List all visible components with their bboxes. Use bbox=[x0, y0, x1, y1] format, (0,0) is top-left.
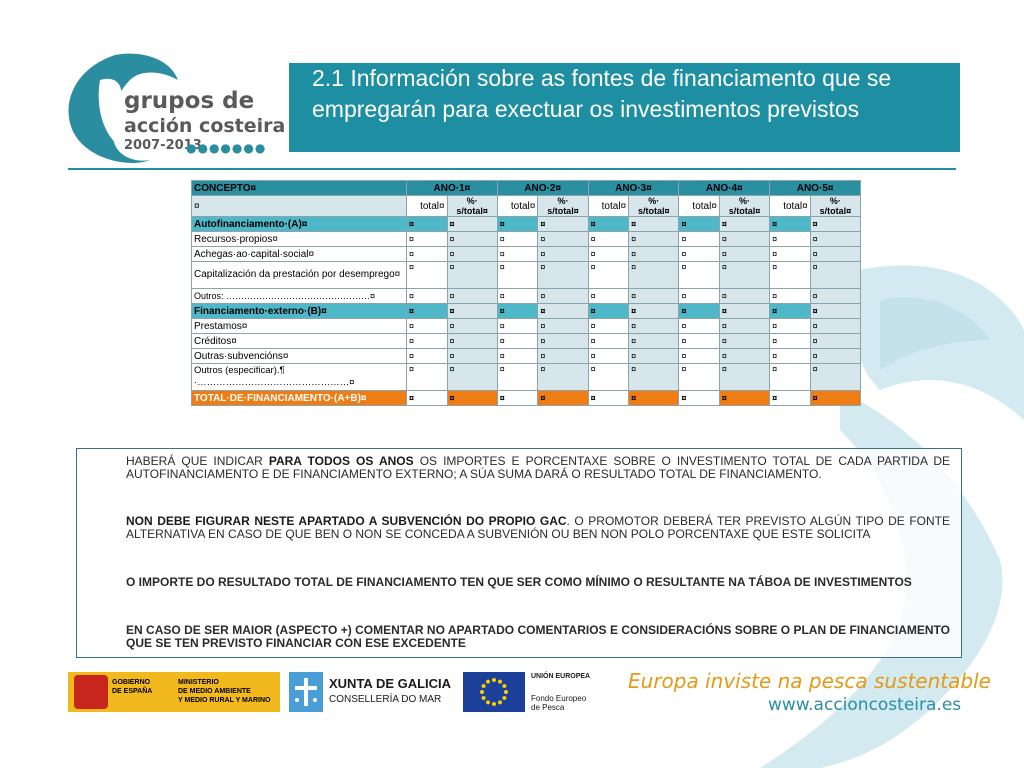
cell: ¤ bbox=[810, 289, 860, 304]
total-col-label: total¤ bbox=[770, 196, 811, 217]
total-row bbox=[192, 391, 861, 406]
cell: ¤ bbox=[679, 247, 720, 262]
total-col-label: total¤ bbox=[588, 196, 629, 217]
cell: ¤ bbox=[407, 262, 448, 289]
cell: ¤ bbox=[719, 304, 769, 319]
row-label: Outros (especificar).¶ ·…………………………………………¤ bbox=[192, 364, 407, 391]
xunta-label: XUNTA DE GALICIA bbox=[329, 676, 452, 691]
slogan: Europa inviste na pesca sustentable bbox=[628, 669, 991, 693]
cell: ¤ bbox=[447, 349, 497, 364]
title-band bbox=[289, 63, 960, 152]
year-4-header: ANO·4¤ bbox=[679, 181, 770, 196]
cell: ¤ bbox=[679, 319, 720, 334]
cell: ¤ bbox=[538, 304, 588, 319]
cell: ¤ bbox=[538, 217, 588, 232]
section-a-label: Autofinanciamento·(A)¤ bbox=[192, 217, 407, 232]
xunta-cross-icon bbox=[289, 672, 323, 712]
total-col-label: total¤ bbox=[497, 196, 538, 217]
pct-col-label bbox=[810, 196, 860, 217]
note-1-rest: OS IMPORTES E PORCENTAXE SOBRE O INVESTIMENTO TOTAL DE CADA PARTIDA DE AUTOFINANCIAMENTO E DE FINANCIAMENTO EXTERNO; A SÚA SUMA DARÁ O RESULTADO TOTAL DE FINANCIAMENTO. bbox=[126, 454, 951, 481]
cell: ¤ bbox=[679, 391, 720, 406]
note-1-lead: HABERÁ QUE INDICAR bbox=[126, 454, 263, 468]
cell: ¤ bbox=[679, 217, 720, 232]
cell: ¤ bbox=[497, 217, 538, 232]
row-label: Créditos¤ bbox=[192, 334, 407, 349]
cell: ¤ bbox=[407, 217, 448, 232]
cell: ¤ bbox=[447, 217, 497, 232]
pct-label-line1: %· bbox=[648, 196, 660, 206]
cell: ¤ bbox=[407, 391, 448, 406]
cell: ¤ bbox=[770, 364, 811, 391]
cell: ¤ bbox=[588, 319, 629, 334]
cell: ¤ bbox=[588, 232, 629, 247]
cell: ¤ bbox=[588, 289, 629, 304]
cell: ¤ bbox=[770, 289, 811, 304]
cell: ¤ bbox=[588, 304, 629, 319]
conselleria-label: CONSELLERÍA DO MAR bbox=[329, 694, 442, 705]
row-label: Capitalización da prestación por desemprego¤ bbox=[192, 262, 407, 289]
cell: ¤ bbox=[810, 391, 860, 406]
cell: ¤ bbox=[588, 349, 629, 364]
total-row-label: TOTAL·DE·FINANCIAMENTO·(A+B)¤ bbox=[192, 391, 407, 406]
eu-stars-icon bbox=[463, 672, 525, 712]
cell: ¤ bbox=[538, 391, 588, 406]
year-5-header: ANO·5¤ bbox=[770, 181, 861, 196]
logo-line-3: 2007-2013 bbox=[124, 138, 202, 153]
pct-col-label bbox=[629, 196, 679, 217]
cell: ¤ bbox=[407, 247, 448, 262]
total-col-label: total¤ bbox=[407, 196, 448, 217]
pct-label-line1: %· bbox=[739, 196, 750, 206]
cell: ¤ bbox=[447, 232, 497, 247]
cell: ¤ bbox=[810, 217, 860, 232]
cell: ¤ bbox=[447, 334, 497, 349]
cell: ¤ bbox=[770, 232, 811, 247]
cell: ¤ bbox=[538, 262, 588, 289]
table-row bbox=[192, 247, 861, 262]
cell: ¤ bbox=[447, 364, 497, 391]
row-label: Recursos·propios¤ bbox=[192, 232, 407, 247]
eu-logo bbox=[463, 672, 603, 712]
note-1-bold: PARA TODOS OS ANOS bbox=[268, 454, 414, 468]
cell: ¤ bbox=[538, 334, 588, 349]
cell: ¤ bbox=[629, 349, 679, 364]
cell: ¤ bbox=[497, 304, 538, 319]
pct-col-label bbox=[447, 196, 497, 217]
cell: ¤ bbox=[679, 364, 720, 391]
cell: ¤ bbox=[497, 232, 538, 247]
logo-line-1: grupos de bbox=[124, 88, 255, 114]
cell: ¤ bbox=[588, 217, 629, 232]
pct-label-line1: %· bbox=[829, 196, 841, 206]
table-row bbox=[192, 289, 861, 304]
cell: ¤ bbox=[497, 349, 538, 364]
cell: ¤ bbox=[629, 364, 679, 391]
note-2-rest: . O PROMOTOR DEBERÁ TER PREVISTO ALGÚN TIPO DE FONTE ALTERNATIVA EN CASO DE QUE BEN O NON SE CONCEDA A SUBVENIÓN OU BEN NON POLO PORCENTAXE QUE ESTE SOLICITA bbox=[126, 514, 950, 541]
eu-label: UNIÓN EUROPEA bbox=[531, 673, 591, 680]
row-label: Achegas·ao·capital·social¤ bbox=[192, 247, 407, 262]
cell: ¤ bbox=[629, 334, 679, 349]
cell: ¤ bbox=[497, 364, 538, 391]
cell: ¤ bbox=[629, 391, 679, 406]
cell: ¤ bbox=[407, 232, 448, 247]
cell: ¤ bbox=[679, 262, 720, 289]
pct-label-line2: s/total¤ bbox=[456, 206, 488, 216]
cell: ¤ bbox=[407, 334, 448, 349]
table-subheader-row bbox=[192, 196, 861, 217]
cell: ¤ bbox=[679, 304, 720, 319]
cell: ¤ bbox=[810, 334, 860, 349]
row-label: Outras·subvencións¤ bbox=[192, 349, 407, 364]
cell: ¤ bbox=[588, 262, 629, 289]
cell: ¤ bbox=[538, 247, 588, 262]
notes-box bbox=[76, 448, 962, 658]
cell: ¤ bbox=[719, 217, 769, 232]
cell: ¤ bbox=[497, 262, 538, 289]
cell: ¤ bbox=[447, 289, 497, 304]
cell: ¤ bbox=[719, 319, 769, 334]
xunta-logo bbox=[289, 672, 452, 712]
cell: ¤ bbox=[770, 319, 811, 334]
cell: ¤ bbox=[770, 304, 811, 319]
section-b-row bbox=[192, 304, 861, 319]
pct-label-line2: s/total¤ bbox=[637, 206, 670, 216]
logo-dots: ●●●●●●● bbox=[186, 141, 267, 155]
cell: ¤ bbox=[629, 217, 679, 232]
year-2-header: ANO·2¤ bbox=[497, 181, 588, 196]
cell: ¤ bbox=[810, 304, 860, 319]
cell: ¤ bbox=[629, 319, 679, 334]
financing-table bbox=[191, 180, 861, 406]
pct-label-line1: %· bbox=[466, 196, 478, 206]
table-row bbox=[192, 232, 861, 247]
note-2 bbox=[126, 515, 950, 541]
website-link[interactable]: www.accioncosteira.es bbox=[768, 695, 962, 715]
cell: ¤ bbox=[770, 262, 811, 289]
pct-label-line1: %· bbox=[557, 196, 569, 206]
cell: ¤ bbox=[447, 247, 497, 262]
year-3-header: ANO·3¤ bbox=[588, 181, 679, 196]
cell: ¤ bbox=[810, 262, 860, 289]
gobierno-label: GOBIERNO DE ESPAÑA bbox=[112, 679, 153, 695]
row-label: Prestamos¤ bbox=[192, 319, 407, 334]
cell: ¤ bbox=[719, 391, 769, 406]
cell: ¤ bbox=[770, 334, 811, 349]
pct-col-label bbox=[719, 196, 769, 217]
cell: ¤ bbox=[719, 349, 769, 364]
cell: ¤ bbox=[679, 232, 720, 247]
xunta-emblem-icon bbox=[289, 672, 323, 712]
cell: ¤ bbox=[497, 247, 538, 262]
cell: ¤ bbox=[629, 289, 679, 304]
cell: ¤ bbox=[407, 304, 448, 319]
table-row bbox=[192, 334, 861, 349]
cell: ¤ bbox=[679, 289, 720, 304]
table-row bbox=[192, 262, 861, 289]
cell: ¤ bbox=[497, 319, 538, 334]
cell: ¤ bbox=[407, 289, 448, 304]
cell: ¤ bbox=[719, 262, 769, 289]
table-header-row bbox=[192, 181, 861, 196]
note-3: O IMPORTE DO RESULTADO TOTAL DE FINANCIAMENTO TEN QUE SER COMO MÍNIMO O RESULTANTE NA TÁBOA DE INVESTIMENTOS bbox=[126, 575, 912, 589]
subheader-mark: ¤ bbox=[192, 196, 407, 217]
cell: ¤ bbox=[629, 232, 679, 247]
note-4: EN CASO DE SER MAIOR (ASPECTO +) COMENTAR NO APARTADO COMENTARIOS E CONSIDERACIÓNS SOBRE O PLAN DE FINANCIAMENTO QUE SE TEN PREVISTO FINANCIAR CON ESE EXCEDENTE bbox=[126, 623, 950, 650]
cell: ¤ bbox=[407, 364, 448, 391]
spain-crest-icon bbox=[74, 675, 108, 709]
pct-label-line2: s/total¤ bbox=[547, 206, 579, 216]
cell: ¤ bbox=[447, 262, 497, 289]
cell: ¤ bbox=[810, 364, 860, 391]
fep-label: Fondo Europeo de Pesca bbox=[531, 694, 587, 712]
table-row bbox=[192, 364, 861, 391]
cell: ¤ bbox=[538, 289, 588, 304]
cell: ¤ bbox=[538, 364, 588, 391]
section-a-row bbox=[192, 217, 861, 232]
cell: ¤ bbox=[588, 391, 629, 406]
year-1-header: ANO·1¤ bbox=[407, 181, 498, 196]
cell: ¤ bbox=[447, 304, 497, 319]
cell: ¤ bbox=[770, 349, 811, 364]
logo-line-2: acción costeira bbox=[124, 115, 286, 137]
cell: ¤ bbox=[497, 289, 538, 304]
cell: ¤ bbox=[679, 334, 720, 349]
cell: ¤ bbox=[719, 289, 769, 304]
cell: ¤ bbox=[770, 247, 811, 262]
cell: ¤ bbox=[538, 232, 588, 247]
cell: ¤ bbox=[810, 319, 860, 334]
note-2-bold: NON DEBE FIGURAR NESTE APARTADO A SUBVENCIÓN DO PROPIO GAC bbox=[126, 514, 567, 528]
cell: ¤ bbox=[407, 349, 448, 364]
gobierno-espana-logo bbox=[68, 672, 280, 712]
cell: ¤ bbox=[497, 391, 538, 406]
table-row bbox=[192, 319, 861, 334]
cell: ¤ bbox=[497, 334, 538, 349]
cell: ¤ bbox=[447, 391, 497, 406]
pct-col-label bbox=[538, 196, 588, 217]
concept-header: CONCEPTO¤ bbox=[192, 181, 407, 196]
cell: ¤ bbox=[538, 349, 588, 364]
slide-title: 2.1 Información sobre as fontes de financiamento que se empregarán para exectuar os investimentos previstos bbox=[312, 65, 892, 122]
total-col-label: total¤ bbox=[679, 196, 720, 217]
table-row bbox=[192, 349, 861, 364]
title-rule bbox=[68, 168, 956, 170]
cell: ¤ bbox=[770, 217, 811, 232]
row-label: Outros: …………………………………………¤ bbox=[192, 289, 407, 304]
cell: ¤ bbox=[719, 334, 769, 349]
cell: ¤ bbox=[629, 304, 679, 319]
cell: ¤ bbox=[538, 319, 588, 334]
cell: ¤ bbox=[770, 391, 811, 406]
section-b-label: Financiamento·externo·(B)¤ bbox=[192, 304, 407, 319]
ministerio-label: MINISTERIO DE MEDIO AMBIENTE Y MEDIO RURAL Y MARINO bbox=[178, 679, 271, 704]
cell: ¤ bbox=[588, 247, 629, 262]
cell: ¤ bbox=[810, 247, 860, 262]
cell: ¤ bbox=[719, 364, 769, 391]
cell: ¤ bbox=[810, 349, 860, 364]
cell: ¤ bbox=[629, 247, 679, 262]
cell: ¤ bbox=[719, 247, 769, 262]
cell: ¤ bbox=[810, 232, 860, 247]
cell: ¤ bbox=[629, 262, 679, 289]
note-1 bbox=[126, 455, 950, 481]
eu-flag-icon bbox=[463, 672, 525, 712]
pct-label-line2: s/total¤ bbox=[728, 206, 761, 216]
cell: ¤ bbox=[588, 364, 629, 391]
cell: ¤ bbox=[447, 319, 497, 334]
cell: ¤ bbox=[407, 319, 448, 334]
cell: ¤ bbox=[588, 334, 629, 349]
cell: ¤ bbox=[679, 349, 720, 364]
pct-label-line2: s/total¤ bbox=[819, 206, 852, 216]
cell: ¤ bbox=[719, 232, 769, 247]
